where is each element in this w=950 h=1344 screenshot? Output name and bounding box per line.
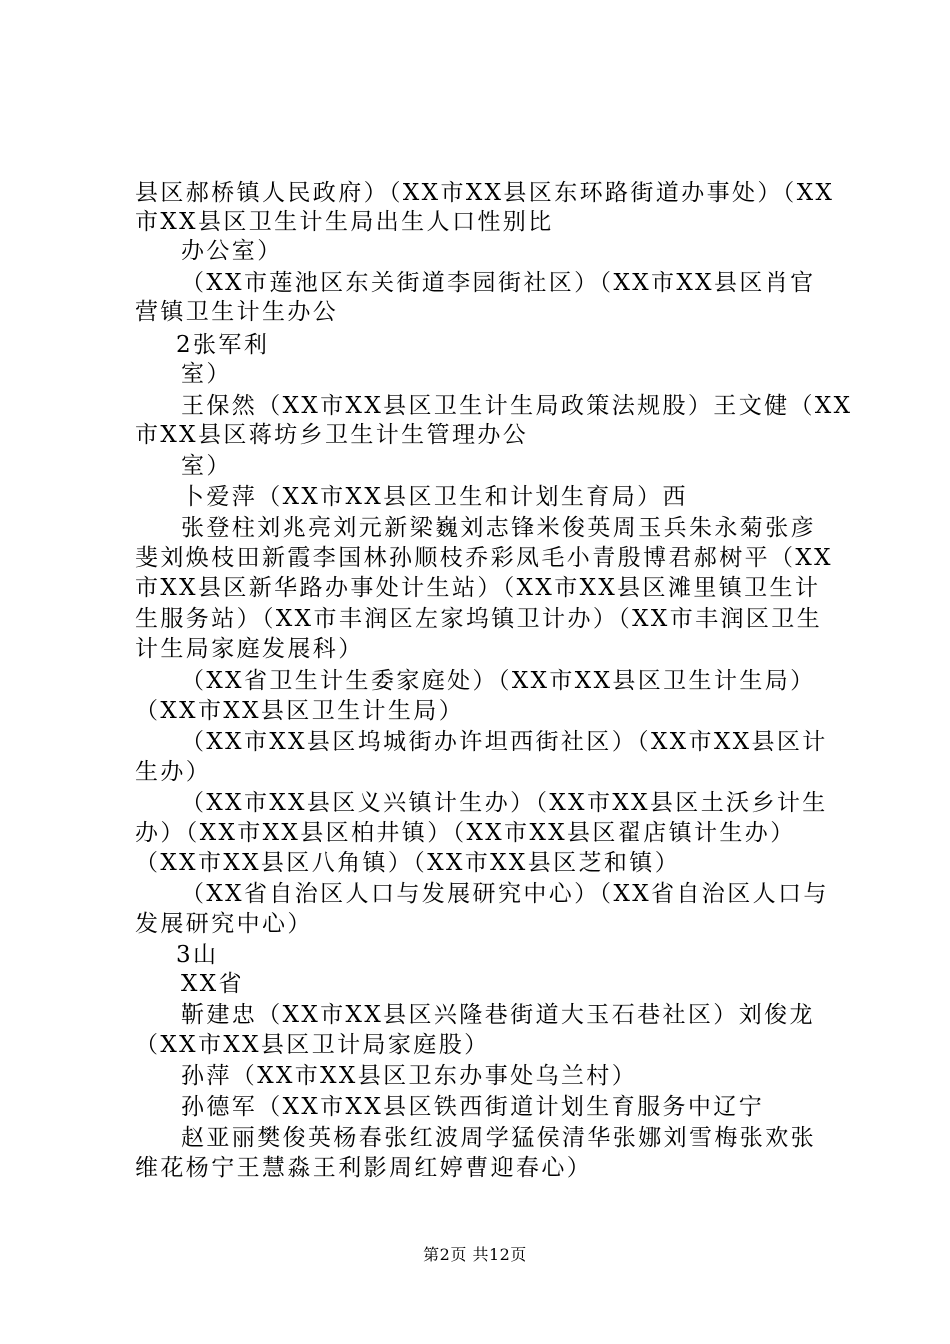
text-line: （XX市XX县区义兴镇计生办）（XX市XX县区土沃乡计生 bbox=[181, 790, 828, 816]
text-line: 市XX县区卫生计生局出生人口性别比 bbox=[135, 209, 554, 235]
text-line: 赵亚丽樊俊英杨春张红波周学猛侯清华张娜刘雪梅张欢张 bbox=[181, 1125, 816, 1151]
text-line: 靳建忠（XX市XX县区兴隆巷街道大玉石巷社区）刘俊龙 bbox=[181, 1002, 815, 1028]
text-line: （XX省自治区人口与发展研究中心）（XX省自治区人口与 bbox=[181, 881, 829, 907]
text-line: 营镇卫生计生办公 bbox=[135, 299, 339, 325]
text-line: 生服务站）（XX市丰润区左家坞镇卫计办）（XX市丰润区卫生 bbox=[135, 606, 823, 632]
text-line: 办）（XX市XX县区柏井镇）（XX市XX县区翟店镇计生办） bbox=[135, 820, 796, 846]
text-line: 室） bbox=[181, 361, 232, 387]
text-line: 县区郝桥镇人民政府）（XX市XX县区东环路街道办事处）（XX bbox=[135, 180, 835, 206]
text-line: 维花杨宁王慧淼王利影周红婷曹迎春心） bbox=[135, 1155, 593, 1181]
text-line: 市XX县区蒋坊乡卫生计生管理办公 bbox=[135, 422, 529, 448]
text-line: 王保然（XX市XX县区卫生计生局政策法规股）王文健（XX bbox=[181, 393, 853, 419]
text-line: （XX市XX县区卫计局家庭股） bbox=[135, 1032, 490, 1058]
text-line: 3山 bbox=[176, 942, 219, 968]
text-line: （XX市莲池区东关街道李园街社区）（XX市XX县区肖官 bbox=[181, 270, 816, 296]
text-line: 孙德军（XX市XX县区铁西街道计划生育服务中辽宁 bbox=[181, 1094, 765, 1120]
text-line: （XX市XX县区八角镇）（XX市XX县区芝和镇） bbox=[135, 850, 681, 876]
text-line: 2张军利 bbox=[176, 332, 270, 358]
text-line: 孙萍（XX市XX县区卫东办事处乌兰村） bbox=[181, 1063, 638, 1089]
text-line: 市XX县区新华路办事处计生站）（XX市XX县区滩里镇卫生计 bbox=[135, 575, 821, 601]
text-line: （XX市XX县区卫生计生局） bbox=[135, 698, 465, 724]
text-line: 计生局家庭发展科） bbox=[135, 636, 364, 662]
page-number-footer: 第2页 共12页 bbox=[423, 1245, 527, 1264]
text-line: （XX市XX县区坞城街办许坦西街社区）（XX市XX县区计 bbox=[181, 729, 828, 755]
text-line: 斐刘焕枝田新霞李国林孙顺枝乔彩凤毛小青殷博君郝树平（XX bbox=[135, 545, 833, 571]
text-line: （XX省卫生计生委家庭处）（XX市XX县区卫生计生局） bbox=[181, 668, 816, 694]
text-line: 生办） bbox=[135, 759, 212, 785]
text-line: 张登柱刘兆亮刘元新梁巍刘志锋米俊英周玉兵朱永菊张彦 bbox=[181, 515, 816, 541]
text-line: 发展研究中心） bbox=[135, 911, 313, 937]
text-line: XX省 bbox=[181, 971, 244, 997]
text-line: 卜爱萍（XX市XX县区卫生和计划生育局）西 bbox=[181, 484, 688, 510]
text-line: 办公室） bbox=[181, 238, 283, 264]
text-line: 室） bbox=[181, 453, 232, 479]
